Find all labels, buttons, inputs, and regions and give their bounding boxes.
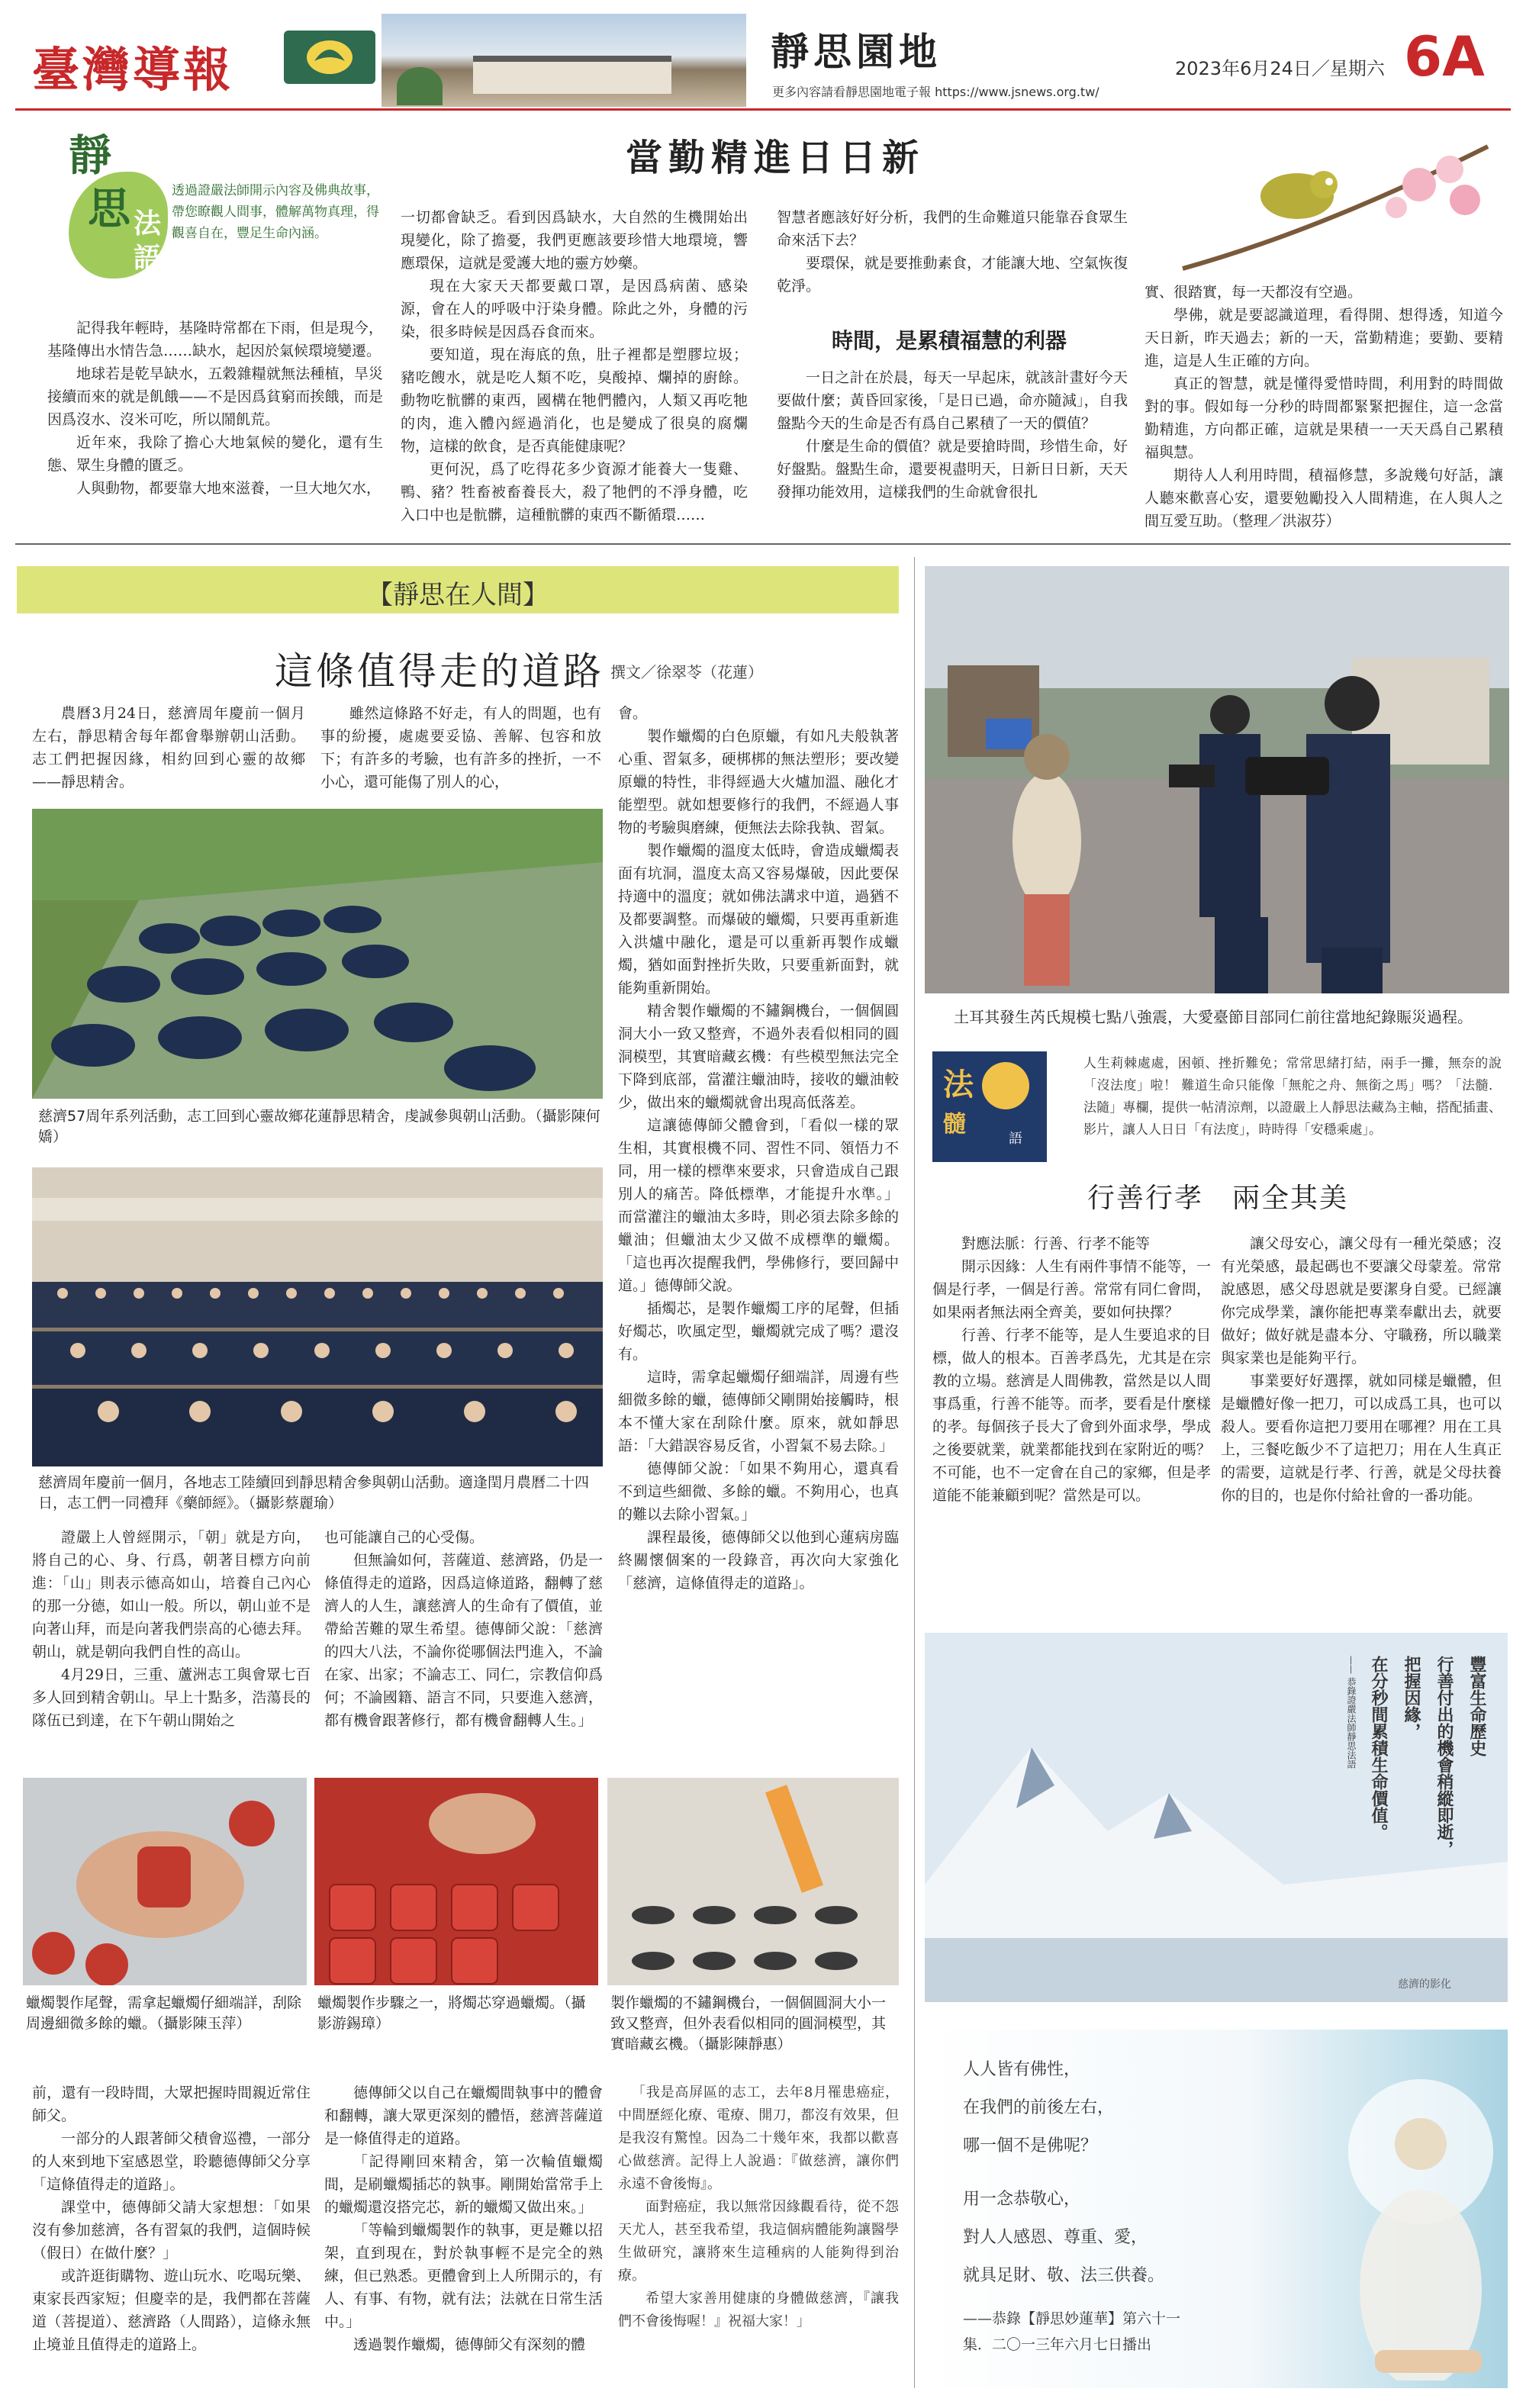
top-title: 當勤精進日日新 [626, 137, 926, 179]
snow-mountain-poem [925, 1633, 1508, 2002]
candle-wick-photo [314, 1778, 598, 1985]
bird-photo [1167, 116, 1503, 284]
hall-gathering-photo [32, 1167, 603, 1466]
top-section-rule [15, 543, 1511, 545]
turkey-photo-caption: 土耳其發生芮氏規模七點八強震，大愛臺節目部同仁前往當地紀錄賑災過程。 [954, 1008, 1473, 1026]
candle-trimming-photo [23, 1778, 307, 1985]
candle-mold-photo [607, 1778, 899, 1985]
tzu-chi-logo [284, 31, 375, 84]
turkey-earthquake-photo [925, 566, 1509, 993]
testimony-quote: 「我是高屏區的志工，去年8月罹患癌症，中間歷經化療、電療、開刀，都沒有效果，但是我沒有驚惶。因為二十幾年來，我都以歡喜心做慈濟。記得上人說過：『做慈濟，讓你們永遠不會後悔』。 面對癌症，我以無常因緣觀看待，從不怨天尤人，甚至我希望，我這個病體能夠讓醫學生做研究，讓將來生這種病的人能夠得到治療。 希望大家善用健康的身體做慈濟，『讓我們不會後悔喔！』祝福大家！」 [618, 2084, 899, 2329]
more-info-link[interactable]: 更多內容請看靜思園地電子報 https://www.jsnews.org.tw/ [772, 85, 1099, 99]
right-col-2: 讓父母安心，讓父母有一種光榮感；沒有光榮感，最起碼也不要讓父母蒙羞。常常說感恩，感父母恩就是要潔身自愛。已經讓你完成學業，讓你能把專業奉獻出去，就要做好；做好就是盡本分、守職務，所以職業與家業也是能夠平行。 事業要好好選擇，就如同樣是蠟體，但是蠟體好像一把刀，可以成爲工具，也可以殺人。要看你這把刀要用在哪裡？用在工具上，三餐吃飯少不了這把刀；用在人生真正的需要，這就是行孝、行善，就是父母扶養你的目的，也是你付給社會的一番功能。 [1221, 1235, 1502, 1504]
article-lead-2: 雖然這條路不好走，有人的問題，也有事的紛擾，處處要妥協、善解、包容和放下；有許多的考驗，也有許多的挫折，一不小心，還可能傷了別人的心， [320, 705, 601, 790]
header-photo [382, 14, 746, 107]
article-mid-2: 也可能讓自己的心受傷。 但無論如何，菩薩道、慈濟路，仍是一條值得走的道路，因爲這條道路，翻轉了慈濟人的人生，讓慈濟人的生命有了價值，並帶給苦難的眾生希望。德傳師父說：「慈濟的四大八法，不論你從哪個法門進入，不論在家、出家；不論志工、同仁，宗教信仰爲何；不論國籍、語言不同，只要進入慈濟，都有機會跟著修行，都有機會翻轉人生。」 [324, 1529, 603, 1729]
masthead [0, 0, 1526, 114]
article-bottom-1: 前，還有一段時間，大眾把握時間親近常住師父。 一部分的人跟著師父積會巡禮，一部分的人來到地下室感恩堂，聆聽德傳師父分享「這條值得走的道路」。 課堂中，德傳師父請大家想想：「如果沒有參加慈濟，各有習氣的我們，這個時候（假日）在做什麼？」 或許逛街購物、遊山玩水、吃喝玩樂、東家長西家短；但慶幸的是，我們都在菩薩道（菩提道）、慈濟路（人間路），這條永無止境並且值得走的道路上。 [32, 2084, 311, 2353]
section-banner [17, 566, 899, 613]
poem-text: 豐富生命歷史 行善付出的機會稍縱即逝， 把握因緣， 在分秒間累積生命價值。 —— 恭錄證嚴法師靜思法語 [1346, 1656, 1487, 1857]
article-bottom-2: 德傳師父以自己在蠟燭間執事中的體會和翻轉，讓大眾更深刻的體悟，慈濟菩薩道是一條值得走的道路。 「記得剛回來精舍，第一次輪值蠟燭間，是刷蠟燭插芯的執事。剛開始當常手上的蠟燭還沒搭完芯，新的蠟燭又做出來。」 「等輪到蠟燭製作的執事，更是難以招架，直到現在，對於執事輕不是完全的熟練，但已熟悉。更體會到上人所開示的，有人、有事、有物，就有法；法就在日常生活中。」 透過製作蠟燭，德傳師父有深刻的體 [324, 2084, 603, 2353]
badge-char-3: 法 [134, 208, 162, 240]
fajing-intro: 人生莉棘處處，困頓、挫折難免；常常思緒打結，兩手一攤，無奈的說「沒法度」啦！ 難道生命只能像「無舵之舟、無銜之馬」嗎？「法髓．法隨」專欄，提供一帖清涼劑，以證嚴上人靜思法藏為主軸，搭配插畫、影片，讓人人日日「有法度」，時時得「安穩乘處」。 [1083, 1056, 1502, 1138]
article-mid-1: 證嚴上人曾經開示，「朝」就是方向，將自己的心、身、行爲，朝著目標方向前進：「山」則表示德高如山，培養自己內心的那一分德，如山一般。所以，朝山並不是向著山拜，而是向著我們崇高的心德去拜。朝山，就是朝向我們自性的高山。 4月29日，三重、蘆洲志工與會眾七百多人回到精舍朝山。早上十點多，浩蕩長的隊伍已到達，在下午朝山開始之 [32, 1529, 311, 1729]
column-intro: 透過證嚴法師開示內容及佛典故事，帶您瞭觀人間事，體解萬物真理，得觀喜自在，豐足生命內涵。 [172, 183, 379, 241]
verse-text: 人人皆有佛性， 在我們的前後左右， 哪一個不是佛呢？ 用一念恭敬心， 對人人感恩、尊重、愛， 就具足財、敬、法三供養。 ——恭錄【靜思妙蓮華】第六十一 集．二〇一三年六月七日播出 [963, 2060, 1181, 2353]
badge-char-2: 思 [88, 184, 130, 234]
top-col-3b: 一日之計在於晨，每天一早起床，就該計畫好今天要做什麼；黃昏回家後，「是日已過，命亦隨減」，自我盤點今天的生命是否有爲自己累積了一天的價值？ 什麼是生命的價值？就是要搶時間，珍惜生命，好好盤點。盤點生命，還要視盡明天，日新日日新，天天發揮功能效用，這樣我們的生命就會很扎 [777, 369, 1128, 501]
top-subhead: 時間，是累積福慧的利器 [832, 328, 1067, 353]
candle-mold-caption: 製作蠟燭的不鏽鋼機台，一個個圓洞大小一致又整齊，但外表看似相同的圓洞模型，其實暗藏玄機。（攝影陳靜惠） [610, 1994, 887, 2052]
buddha-verse-box [925, 2030, 1508, 2388]
issue-date: 2023年6月24日／星期六 [1175, 58, 1385, 79]
right-article-title: 行善行孝 兩全其美 [1087, 1183, 1349, 1214]
kneeling-photo-caption: 慈濟57周年系列活動，志工回到心靈故鄉花蓮靜思精舍，虔誠參與朝山活動。（攝影陳何嬌） [38, 1108, 600, 1145]
article-byline: 撰文／徐翠苓（花蓮） [610, 663, 763, 681]
badge-char-4: 語 [134, 242, 162, 274]
article-lead-1: 農曆3月24日，慈濟周年慶前一個月左右，靜思精舍每年都會舉辦朝山活動。志工們把握因緣，相約回到心靈的故鄉——靜思精舍。 [32, 705, 305, 790]
badge-char-1: 靜 [69, 130, 111, 181]
candle-trimming-caption: 蠟燭製作尾聲，需拿起蠟燭仔細端詳，刮除周邊細微多餘的蠟。（攝影陳玉萍） [26, 1994, 302, 2032]
candle-wick-caption: 蠟燭製作步驟之一，將燭芯穿過蠟燭。（攝影游錫璋） [317, 1994, 586, 2032]
fajing-char-3: 語 [1009, 1131, 1022, 1147]
article-title: 這條值得走的道路 [275, 649, 604, 694]
paper-name: 臺灣導報 [32, 42, 234, 98]
section-title: 靜思園地 [771, 29, 942, 74]
fajing-char-2: 髓 [943, 1111, 966, 1138]
poem-signature: 慈濟的影化 [1398, 1978, 1451, 1991]
buddha-figure [1329, 2060, 1497, 2381]
fajing-char-1: 法 [943, 1067, 974, 1103]
right-col-1: 對應法脈：行善、行孝不能等 開示因緣：人生有兩件事情不能等，一個是行孝，一個是行善。常常有同仁會問，如果兩者無法兩全齊美，要如何抉擇？ 行善、行孝不能等，是人生要追求的目標，做人的根本。百善孝爲先，尤其是在宗教的立場。慈濟是人間佛教，當然是以人間事爲重，行善不能等。而孝，要看是什麼樣的孝。每個孩子長大了會到外面求學，學成之後要就業，就業都能找到在家附近的嗎？不可能，也不一定會在自己的家鄉，但是孝道能不能兼顧到呢？當然是可以。 [932, 1235, 1211, 1504]
top-col-3: 智慧者應該好好分析，我們的生命難道只能靠吞食眾生命來活下去？ 要環保，就是要推動素食，才能讓大地、空氣恢復乾淨。 [777, 209, 1128, 295]
kneeling-volunteers-photo [32, 809, 603, 1099]
column-badge [53, 118, 183, 286]
page-number: 6A [1404, 24, 1485, 89]
top-col-4: 實、很踏實，每一天都沒有空過。 學佛，就是要認識道理，看得開、想得透，知道今天日新，昨天過去；新的一天，當勤精進；要勤、要精進，這是人生正確的方向。 真正的智慧，就是懂得愛惜時間，利用對的時間做對的事。假如每一分秒的時間都緊緊把握住，這一念當勤精進，方向都正確，這就是果積一一天天爲自己累積福與慧。 期待人人利用時間，積福修慧，多說幾句好話，讓人聽來歡喜心安，還要勉勵投入人間精進，在人與人之間互愛互助。（整理／洪淑芬） [1144, 284, 1503, 530]
top-col-1: 記得我年輕時，基隆時常都在下雨，但是現今，基隆傳出水情告急……缺水，起因於氣候環境變遷。 地球若是乾旱缺水，五穀雜糧就無法種植，旱災接續而來的就是飢餓——不是因爲貧窮而挨餓，而是因爲沒水、沒米可吃，所以鬧飢荒。 近年來，我除了擔心大地氣候的變化，還有生態、眾生身體的匱乏。 人與動物，都要靠大地來滋養，一旦大地欠水， [47, 320, 383, 497]
fajing-badge [932, 1051, 1047, 1162]
hall-photo-caption: 慈濟周年慶前一個月，各地志工陸續回到靜思精舍參與朝山活動。適逢閏月農曆二十四日，志工們一同禮拜《藥師經》。（攝影蔡麗瑜） [38, 1474, 590, 1511]
column-divider [914, 557, 915, 2388]
article-col-3: 會。 製作蠟燭的白色原蠟，有如凡夫般執著心重、習氣多，硬梆梆的無法塑形；要改變原蠟的特性，非得經過大火爐加溫、融化才能塑型。就如想要修行的我們，不經過人事物的考驗與磨練，便無法去除我執、習氣。 製作蠟燭的溫度太低時，會造成蠟燭表面有坑洞，溫度太高又容易爆破，因此要保持適中的溫度；就如佛法講求中道，過猶不及都要調整。而爆破的蠟燭，只要再重新進入洪爐中融化，還是可以重新再製作成蠟燭，猶如面對挫折失敗，只要重新面對，就能夠重新開始。 精舍製作蠟燭的不鏽鋼機台，一個個圓洞大小一致又整齊，不過外表看似相同的圓洞模型，其實暗藏玄機：有些模型無法完全下降到底部，當灌注蠟油時，接收的蠟油較少，做出來的蠟燭就會出現高低落差。 這讓德傳師父體會到，「看似一樣的眾生相，其實根機不同、習性不同、領悟力不同，用一樣的標準來要求，只會造成自己跟別人的痛苦。降低標準，才能提升水準。」而當灌注的蠟油太多時，則必須去除多餘的蠟油；但蠟油太少又做不成標準的蠟燭。「這也再次提醒我們，學佛修行，要回歸中道。」德傳師父說。 插燭芯，是製作蠟燭工序的尾聲，但插好燭芯，吹風定型，蠟燭就完成了嗎？還沒有。 這時，需拿起蠟燭仔細端詳，周邊有些細微多餘的蠟，德傳師父剛開始接觸時，根本不懂大家在刮除什麼。原來，就如靜思語：「大錯誤容易反省，小習氣不易去除。」 德傳師父說：「如果不夠用心，還真看不到這些細微、多餘的蠟。不夠用心，也真的難以去除小習氣。」 課程最後，德傳師父以他到心蓮病房臨終關懷個案的一段錄音，再次向大家強化「慈濟，這條值得走的道路」。 [618, 705, 899, 1592]
section-banner-label: 【靜思在人間】 [367, 580, 549, 610]
top-col-2: 一切都會缺乏。看到因爲缺水，大自然的生機開始出現變化，除了擔憂，我們更應該要珍惜大地環境，響應環保，這就是愛護大地的靈方妙藥。 現在大家天天都要戴口罩，是因爲病菌、感染源，會在人的呼吸中汙染身體。除此之外，身體的污染，很多時候是因爲吞食而來。 要知道，現在海底的魚，肚子裡都是塑膠垃圾；豬吃餿水，就是吃人類不吃，臭酸掉、爛掉的廚餘。動物吃骯髒的東西，國構在牠們體內，人類又再吃牠的肉，進入體內經過消化，也是變成了很臭的腐爛物，這樣的飲食，是否真能健康呢？ 更何況，爲了吃得花多少資源才能養大一隻雞、鴨、豬？牲畜被畜養長大，殺了牠們的不淨身體，吃入口中也是骯髒，這種骯髒的東西不斷循環…… [401, 209, 748, 523]
masthead-rule [15, 108, 1511, 111]
